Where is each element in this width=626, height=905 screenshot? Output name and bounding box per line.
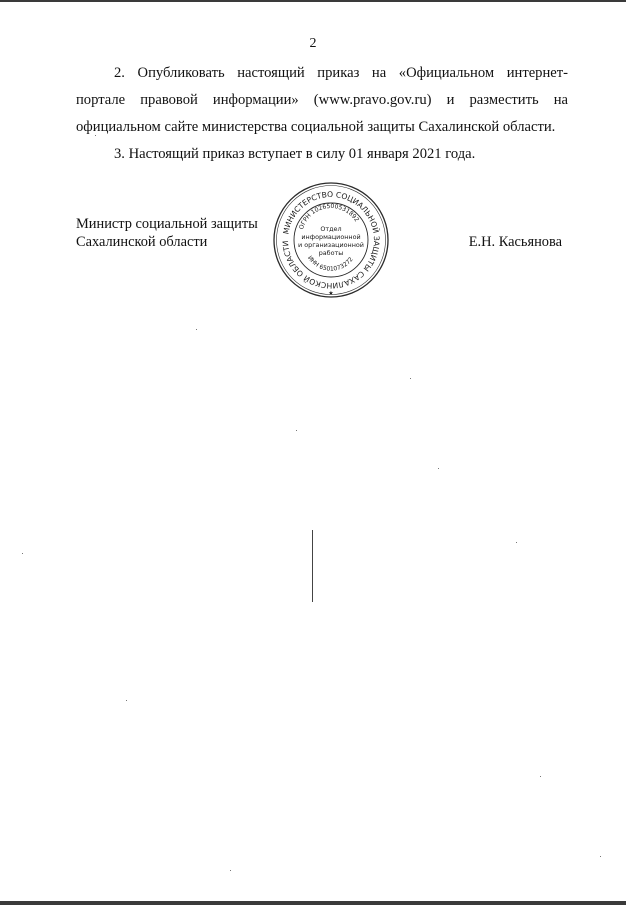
signatory-title — [76, 215, 258, 251]
paragraph-2-line-2: портале правовой информации» (www.pravo.gov.ru) и разместить на — [76, 92, 568, 108]
seal-ogrn-text: ОГРН 1026500531892 — [298, 202, 361, 231]
scan-speck — [22, 553, 23, 554]
signatory-title-line-1: Министр социальной защиты — [76, 216, 258, 232]
seal-center-line-2: информационной — [301, 233, 361, 241]
seal-center-line-1: Отдел — [320, 225, 342, 233]
scan-speck — [540, 776, 541, 777]
scan-speck — [296, 430, 297, 431]
seal-star-icon: ★ — [328, 290, 334, 297]
scan-speck — [95, 135, 96, 136]
scan-bottom-edge — [0, 901, 626, 905]
scan-speck — [410, 378, 411, 379]
seal-center-line-4: работы — [318, 249, 344, 257]
signatory-name: Е.Н. Касьянова — [468, 234, 562, 250]
scan-speck — [516, 542, 517, 543]
scan-speck — [126, 700, 127, 701]
scan-speck — [438, 468, 439, 469]
seal-outer-text: МИНИСТЕРСТВО СОЦИАЛЬНОЙ ЗАЩИТЫ САХАЛИНСКОЙ ОБЛАСТИ — [280, 189, 382, 291]
official-seal-stamp — [272, 181, 390, 299]
paragraph-2-line-1: 2. Опубликовать настоящий приказ на «Официальном интернет- — [114, 65, 568, 81]
scan-top-edge — [0, 0, 626, 2]
paragraph-2 — [76, 60, 568, 141]
scan-speck — [230, 870, 231, 871]
scan-speck — [196, 329, 197, 330]
scan-speck — [600, 856, 601, 857]
paragraph-3: 3. Настоящий приказ вступает в силу 01 января 2021 года. — [114, 146, 476, 162]
signatory-title-line-2: Сахалинской области — [76, 234, 208, 250]
page-number: 2 — [309, 36, 317, 51]
scan-artifact-line — [312, 530, 313, 602]
paragraph-2-line-3: официальном сайте министерства социальной защиты Сахалинской области. — [76, 119, 556, 135]
seal-center-line-3: и организационной — [298, 241, 364, 249]
seal-inn-text: ИНН 6501073272 — [306, 254, 355, 273]
